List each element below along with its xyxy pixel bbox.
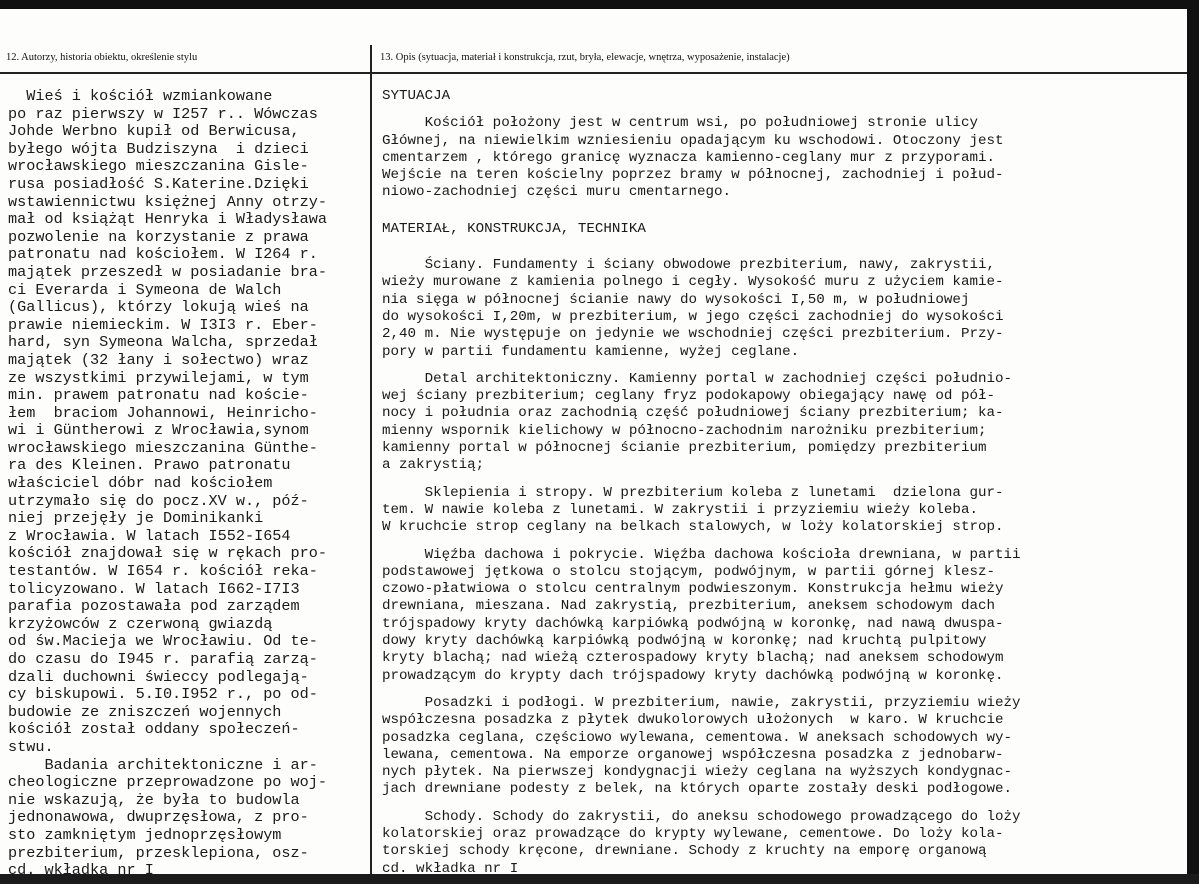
walls-line: nia sięga w północnej ścianie nawy do wysokości I,50 m, w południowej xyxy=(382,291,970,308)
roof-line: czowo-płatwiowa o stolcu centralnym podwieszonym. Konstrukcja hełmu wieży xyxy=(382,581,1004,598)
history-line: parafia pozostawała pod zarządem xyxy=(8,597,300,616)
history-line: utrzymało się do pocz.XV w., póź- xyxy=(8,491,309,510)
detail-line: a zakrystią; xyxy=(382,457,485,474)
situation-line: Głównej, na niewielkim wzniesieniu opadającym ku wschodowi. Otoczony jest xyxy=(382,132,1004,149)
situation-line: Wejście na teren kościelny poprzez bramy w północnej, zachodniej i połud- xyxy=(382,167,1004,184)
situation-heading: SYTUACJA xyxy=(382,88,451,104)
history-section-header: 12. Autorzy, historia obiektu, określenie stylu xyxy=(6,52,198,63)
floors-line: lewana, cementowa. Na emporze organowej współczesna posadzka z jednobarw- xyxy=(382,746,1004,763)
history-line: min. prawem patronatu nad koście- xyxy=(8,386,309,405)
history-text xyxy=(8,88,364,880)
situation-line: Kościół położony jest w centrum wsi, po południowej stronie ulicy xyxy=(382,115,978,132)
history-line: od św.Macieja we Wrocławiu. Od te- xyxy=(8,632,318,651)
history-line: Johde Werbno kupił od Berwicusa, xyxy=(8,122,300,141)
stairs-line: torskiej schody kręcone, drewniane. Schody z kruchty na emporę organową xyxy=(382,843,987,860)
detail-line: wej ściany prezbiterium; ceglany fryz podokapowy obiegający nawę od pół- xyxy=(382,388,995,405)
history-line: hard, syn Symeona Walcha, sprzedał xyxy=(8,333,318,352)
history-line: wrocławskiego mieszczanina Gisle- xyxy=(8,157,309,176)
history-line: majątek (32 łany i sołectwo) wraz xyxy=(8,350,309,369)
history-line: po raz pierwszy w I257 r.. Wówczas xyxy=(8,104,318,123)
description-section-header: 13. Opis (sytuacja, materiał i konstrukcja, rzut, bryła, elewacje, wnętrza, wyposażenie, instalacje) xyxy=(380,52,790,63)
column-divider xyxy=(370,45,372,874)
stairs-line: Schody. Schody do zakrystii, do aneksu schodowego prowadzącego do loży xyxy=(382,808,1021,825)
walls-line: pory w partii fundamentu kamienne, wyżej ceglane. xyxy=(382,343,800,360)
detail-line: Detal architektoniczny. Kamienny portal w zachodniej części południo- xyxy=(382,370,1013,387)
description-text xyxy=(382,88,1182,878)
roof-line: dowy kryty dachówką karpiówką podwójną w koronkę; nad kruchtą pulpitowy xyxy=(382,633,987,650)
roof-line: prowadzącym do krypty dach trójspadowy kryty dachówką podwójną w koronkę. xyxy=(382,667,1004,684)
history-line: byłego wójta Budziszyna i dzieci xyxy=(8,139,309,158)
walls-line: do wysokości I,20m, w prezbiterium, w jego części zachodniej do wysokości xyxy=(382,308,1004,325)
history-line: Badania architektoniczne i ar- xyxy=(8,755,318,774)
history-line: właściciel dóbr nad kościołem xyxy=(8,474,273,493)
detail-line: mienny wspornik kielichowy w północno-zachodnim narożniku prezbiterium; xyxy=(382,422,987,439)
roof-line: drewniana, mieszana. Nad zakrystią, prezbiterium, aneksem schodowym dach xyxy=(382,598,995,615)
description-continuation-note: cd. wkładka nr I xyxy=(382,860,519,877)
history-line: nie wskazują, że była to budowla xyxy=(8,790,300,809)
history-line: łem braciom Johannowi, Heinricho- xyxy=(8,403,318,422)
history-line: kościół został oddany społeczeń- xyxy=(8,720,300,739)
history-line: prezbiterium, przesklepiona, osz- xyxy=(8,843,309,862)
history-line: wstawiennictwu księżnej Anny otrzy- xyxy=(8,192,327,211)
history-line: sto zamkniętym jednoprzęsłowym xyxy=(8,825,282,844)
history-line: (Gallicus), którzy lokują wieś na xyxy=(8,298,309,317)
walls-line: wieży murowane z kamienia polnego i cegły. Wysokość muru z użyciem kamie- xyxy=(382,274,1004,291)
history-line: mał od książąt Henryka i Władysława xyxy=(8,210,327,229)
vaults-line: W kruchcie strop ceglany na belkach stalowych, w loży kolatorskiej strop. xyxy=(382,519,1004,536)
vaults-line: tem. W nawie koleba z lunetami. W zakrystii i przyziemiu wieży koleba. xyxy=(382,501,978,518)
stairs-line: kolatorskiej oraz prowadzące do krypty wylewane, cementowe. Do loży kola- xyxy=(382,825,1004,842)
situation-line: niowo-zachodniej części muru cmentarnego. xyxy=(382,184,732,201)
history-line: jednonawowa, dwuprzęsłowa, z pro- xyxy=(8,808,309,827)
history-line: Wieś i kościół wzmiankowane xyxy=(8,87,273,105)
history-line: dzali duchowni świeccy podlegają- xyxy=(8,667,309,686)
scan-border-top xyxy=(0,0,1199,9)
roof-line: kryty blachą; nad wieżą czterospadowy kryty blachą; nad aneksem schodowym xyxy=(382,650,1004,667)
history-line: ci Everarda i Symeona de Walch xyxy=(8,280,282,299)
detail-line: nocy i południa oraz zachodnią część południowej ściany prezbiterium; ka- xyxy=(382,405,1004,422)
floors-line: nych płytek. Na pierwszej kondygnacji wieży ceglana na wyższych kondygnac- xyxy=(382,764,1013,781)
history-line: kościół znajdował się w rękach pro- xyxy=(8,544,327,563)
history-line: cy biskupowi. 5.I0.I952 r., po od- xyxy=(8,685,318,704)
material-heading: MATERIAŁ, KONSTRUKCJA, TECHNIKA xyxy=(382,220,646,237)
situation-line: cmentarzem , którego granicę wyznacza kamienno-ceglany mur z przyporami. xyxy=(382,149,995,166)
history-line: prawie niemieckim. W I3I3 r. Eber- xyxy=(8,315,318,334)
history-line: cheologiczne przeprowadzone po woj- xyxy=(8,773,327,792)
history-continuation-note: cd. wkładka nr I xyxy=(8,861,154,880)
floors-line: posadzka ceglana, częściowo wylewana, cementowa. W aneksach schodowych wy- xyxy=(382,729,1013,746)
detail-line: kamienny portal w północnej ścianie prezbiterium, pomiędzy prezbiterium xyxy=(382,440,987,457)
history-line: rusa posiadłość S.Katerine.Dzięki xyxy=(8,174,309,193)
history-line: wi i Güntherowi z Wrocławia,synom xyxy=(8,421,309,440)
floors-line: współczesna posadzka z płytek dwukolorowych ułożonych w karo. W kruchcie xyxy=(382,712,1004,729)
vaults-line: Sklepienia i stropy. W prezbiterium koleba z lunetami dzielona gur- xyxy=(382,484,1004,501)
walls-line: 2,40 m. Nie występuje on jedynie we wschodniej części prezbiterium. Przy- xyxy=(382,326,1004,343)
history-line: tolicyzowano. W latach I662-I7I3 xyxy=(8,579,300,598)
history-line: pozwolenie na korzystanie z prawa xyxy=(8,227,309,246)
scan-border-right xyxy=(1187,0,1199,884)
roof-line: trójspadowy kryty dachówką karpiówką podwójną w koronkę, nad nawą dwuspa- xyxy=(382,615,1004,632)
walls-line: Ściany. Fundamenty i ściany obwodowe prezbiterium, nawy, zakrystii, xyxy=(382,257,995,274)
history-line: stwu. xyxy=(8,737,54,756)
history-line: wrocławskiego mieszczanina Günthe- xyxy=(8,438,318,457)
history-line: budowie ze zniszczeń wojennych xyxy=(8,702,282,721)
history-line: z Wrocławia. W latach I552-I654 xyxy=(8,526,291,545)
history-line: do czasu do I945 r. parafią zarzą- xyxy=(8,650,318,668)
floors-line: jach drewniane podesty z belek, na których oparte zostały deski podłogowe. xyxy=(382,781,1013,798)
roof-line: podstawowej jętkowa o stolcu stojącym, podwójnym, w partii górnej klesz- xyxy=(382,563,995,580)
history-line: krzyżowców z czerwoną gwiazdą xyxy=(8,614,273,633)
history-line: niej przejęły je Dominikanki xyxy=(8,509,264,528)
floors-line: Posadzki i podłogi. W prezbiterium, nawie, zakrystii, przyziemiu wieży xyxy=(382,694,1021,711)
history-line: patronatu nad kościołem. W I264 r. xyxy=(8,245,318,264)
history-line: ra des Kleinen. Prawo patronatu xyxy=(8,456,291,475)
history-line: majątek przeszedł w posiadanie bra- xyxy=(8,262,327,281)
header-divider xyxy=(0,72,1187,74)
history-line: ze wszystkimi przywilejami, w tym xyxy=(8,368,309,387)
history-line: testantów. W I654 r. kościół reka- xyxy=(8,562,318,581)
roof-line: Więźba dachowa i pokrycie. Więźba dachowa kościoła drewniana, w partii xyxy=(382,546,1021,563)
